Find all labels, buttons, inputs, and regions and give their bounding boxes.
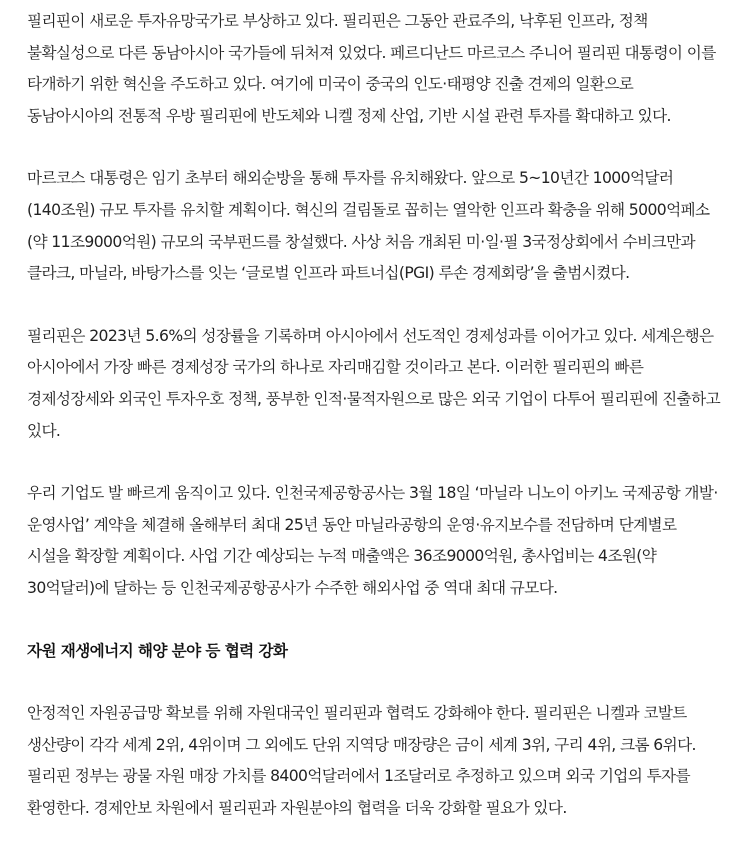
paragraph-spacer — [27, 605, 722, 636]
paragraph-korean-companies: 우리 기업도 발 빠르게 움직이고 있다. 인천국제공항공사는 3월 18일 ‘마닐라 니노이 아키노 국제공항 개발·운영사업’ 계약을 체결해 올해부터 최대 25년 동안 마닐라공항의 운영·유지보수를 전담하며 단계별로 시설을 확장할 계획이다. 사업 기간 예상되는 누적 매출액은 36조9000억원, 총사업비는 4조원(약 30억달러)에 달하는 등 인천국제공항공사가 수주한 해외사업 중 역대 최대 규모다. — [27, 484, 718, 597]
paragraph-economic-growth: 필리핀은 2023년 5.6%의 성장률을 기록하며 아시아에서 선도적인 경제성과를 이어가고 있다. 세계은행은 아시아에서 가장 빠른 경제성장 국가의 하나로 자리매김할 것이라고 본다. 이러한 필리핀의 빠른 경제성장세와 외국인 투자우호 정책, 풍부한 인적·물적자원으로 많은 외국 기업이 다투어 필리핀에 진출하고 있다. — [27, 326, 721, 440]
paragraph-spacer — [27, 290, 722, 321]
paragraph-spacer — [27, 667, 722, 698]
section-subheading: 자원 재생에너지 해양 분야 등 협력 강화 — [27, 641, 288, 660]
paragraph-philippines-emerging: 필리핀이 새로운 투자유망국가로 부상하고 있다. 필리핀은 그동안 관료주의, 낙후된 인프라, 정책 불확실성으로 다른 동남아시아 국가들에 뒤처져 있었다. 페르디난드 마르코스 주니어 필리핀 대통령이 이를 타개하기 위한 혁신을 주도하고 있다. 여기에 미국이 중국의 인도·태평양 진출 견제의 일환으로 동남아시아의 전통적 우방 필리핀에 반도체와 니켈 정제 산업, 기반 시설 관련 투자를 확대하고 있다. — [27, 12, 716, 125]
paragraph-spacer — [27, 447, 722, 478]
paragraph-marcos-investment: 마르코스 대통령은 임기 초부터 해외순방을 통해 투자를 유치해왔다. 앞으로 5~10년간 1000억달러(140조원) 규모 투자를 유치할 계획이다. 혁신의 걸림돌로 꼽히는 열악한 인프라 확충을 위해 5000억페소(약 11조9000억원) 규모의 국부펀드를 창설했다. 사상 처음 개최된 미·일·필 3국정상회에서 수비크만과 클라크, 마닐라, 바탕가스를 잇는 ‘글로벌 인프라 파트너십(PGI) 루손 경제회랑’을 출범시켰다. — [27, 169, 710, 283]
paragraph-resource-cooperation: 안정적인 자원공급망 확보를 위해 자원대국인 필리핀과 협력도 강화해야 한다. 필리핀은 니켈과 코발트 생산량이 각각 세계 2위, 4위이며 그 외에도 단위 지역당 매장량은 금이 세계 3위, 구리 4위, 크롬 6위다. 필리핀 정부는 광물 자원 매장 가치를 8400억달러에서 1조달러로 추정하고 있으며 외국 기업의 투자를 환영한다. 경제안보 차원에서 필리핀과 자원분야의 협력을 더욱 강화할 필요가 있다. — [27, 704, 696, 817]
paragraph-spacer — [27, 132, 722, 163]
